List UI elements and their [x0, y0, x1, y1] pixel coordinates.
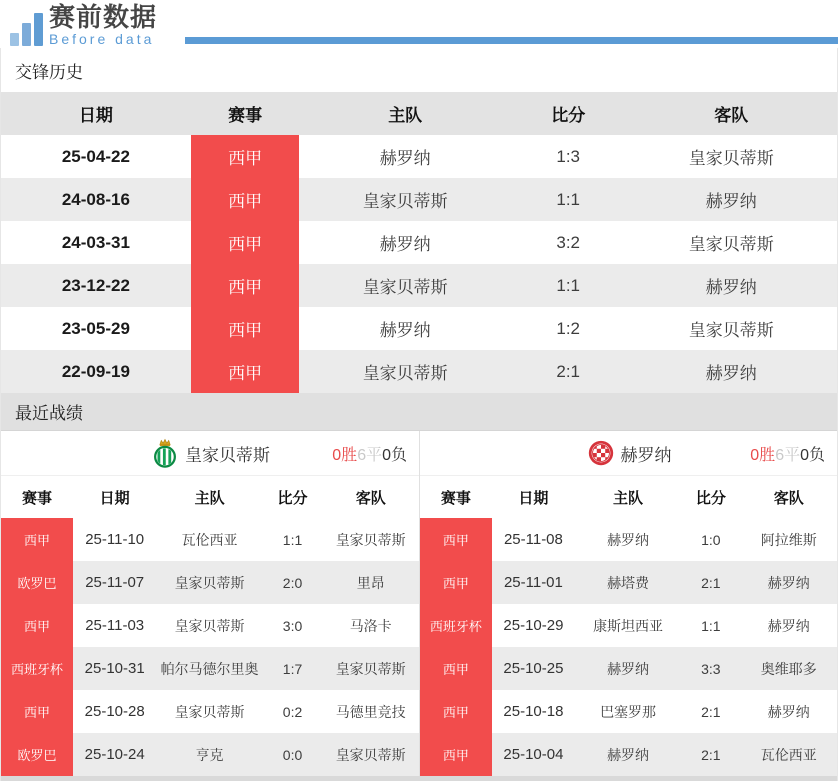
match-date: 25-04-22 — [61, 146, 130, 166]
record-losses: 0负 — [382, 446, 407, 464]
away-team: 皇家贝蒂斯 — [335, 746, 406, 763]
competition-badge: 西甲 — [420, 518, 492, 561]
competition-badge: 西甲 — [420, 561, 492, 604]
recent-panel-girona — [419, 431, 837, 776]
table-row — [1, 604, 419, 647]
match-score: 0:0 — [282, 746, 303, 763]
competition-badge: 西甲 — [1, 690, 73, 733]
match-date: 23-12-22 — [61, 275, 130, 295]
table-row — [420, 604, 837, 647]
bar-chart-icon — [10, 8, 43, 46]
table-row — [420, 518, 837, 561]
col-header-away: 客队 — [773, 489, 804, 507]
away-team: 里昂 — [356, 574, 385, 591]
table-row — [1, 690, 419, 733]
home-team: 赫罗纳 — [379, 321, 431, 340]
table-row — [1, 264, 837, 307]
away-team: 皇家贝蒂斯 — [335, 660, 406, 677]
match-date: 25-11-08 — [503, 531, 563, 548]
home-team: 赫罗纳 — [607, 660, 650, 677]
header-accent-rule — [185, 37, 838, 44]
competition-badge: 西甲 — [191, 350, 300, 393]
col-header-away: 客队 — [355, 489, 386, 507]
match-score: 3:3 — [701, 660, 721, 677]
bottom-divider — [1, 776, 837, 781]
record-wins: 0胜 — [750, 446, 776, 464]
team-identity — [150, 438, 270, 468]
home-team: 亨克 — [195, 746, 224, 763]
record-draws: 6平 — [357, 446, 383, 464]
col-header-date: 日期 — [78, 106, 113, 125]
match-date: 25-11-03 — [85, 617, 145, 634]
table-row — [420, 647, 837, 690]
girona-crest-icon — [586, 438, 616, 468]
col-header-score: 比分 — [277, 489, 308, 507]
away-team: 阿拉维斯 — [760, 531, 817, 548]
betis-crest-icon — [150, 438, 180, 468]
competition-badge: 西班牙杯 — [420, 604, 492, 647]
table-row — [420, 733, 837, 776]
competition-badge: 西甲 — [191, 307, 300, 350]
col-header-away: 客队 — [714, 106, 749, 125]
logo-text — [49, 4, 157, 46]
home-team: 皇家贝蒂斯 — [362, 364, 448, 383]
match-score: 2:1 — [701, 746, 721, 763]
home-team: 康斯坦西亚 — [593, 617, 664, 634]
match-score: 1:1 — [556, 275, 581, 295]
match-date: 22-09-19 — [61, 361, 130, 381]
competition-badge: 西甲 — [420, 690, 492, 733]
away-team: 赫罗纳 — [705, 192, 757, 211]
col-header-date: 日期 — [518, 489, 549, 507]
home-team: 赫塔费 — [607, 574, 650, 591]
match-date: 23-05-29 — [61, 318, 130, 338]
away-team: 赫罗纳 — [767, 703, 810, 720]
team-record — [332, 442, 407, 465]
match-date: 25-11-07 — [85, 574, 145, 591]
h2h-table — [1, 92, 837, 393]
match-score: 0:2 — [282, 703, 303, 720]
match-date: 24-03-31 — [61, 232, 130, 252]
match-score: 1:1 — [701, 617, 721, 634]
away-team: 皇家贝蒂斯 — [688, 149, 774, 168]
home-team: 皇家贝蒂斯 — [362, 278, 448, 297]
match-date: 25-10-25 — [503, 660, 564, 677]
col-header-home: 主队 — [194, 489, 225, 507]
table-row — [1, 561, 419, 604]
table-row — [420, 690, 837, 733]
col-header-home: 主队 — [613, 489, 644, 507]
team-name: 赫罗纳 — [620, 445, 672, 465]
team-name: 皇家贝蒂斯 — [185, 445, 270, 465]
competition-badge: 西甲 — [420, 647, 492, 690]
match-score: 1:7 — [282, 660, 303, 677]
logo-title: 赛前数据 — [49, 2, 158, 32]
recent-table-header — [1, 476, 419, 518]
away-team: 赫罗纳 — [705, 364, 757, 383]
recent-table-header — [420, 476, 837, 518]
match-date: 25-10-29 — [503, 617, 564, 634]
home-team: 瓦伦西亚 — [181, 531, 238, 548]
home-team: 皇家贝蒂斯 — [362, 192, 448, 211]
table-row — [1, 307, 837, 350]
col-header-comp: 赛事 — [440, 489, 471, 507]
table-row — [420, 561, 837, 604]
competition-badge: 西甲 — [191, 135, 300, 178]
away-team: 马洛卡 — [349, 617, 392, 634]
match-date: 25-10-24 — [84, 746, 145, 763]
away-team: 马德里竞技 — [335, 703, 406, 720]
match-date: 25-10-31 — [84, 660, 145, 677]
table-row — [1, 733, 419, 776]
recent-panels — [1, 431, 837, 776]
record-wins: 0胜 — [332, 446, 358, 464]
site-header — [0, 0, 838, 48]
away-team: 皇家贝蒂斯 — [335, 531, 406, 548]
home-team: 皇家贝蒂斯 — [174, 574, 245, 591]
away-team: 瓦伦西亚 — [760, 746, 817, 763]
site-logo — [10, 0, 157, 46]
h2h-table-header — [1, 92, 837, 135]
table-row — [1, 178, 837, 221]
col-header-comp: 赛事 — [21, 489, 52, 507]
match-score: 2:1 — [701, 574, 721, 591]
match-date: 25-10-18 — [503, 703, 564, 720]
record-draws: 6平 — [775, 446, 801, 464]
competition-badge: 西班牙杯 — [1, 647, 73, 690]
match-date: 25-11-10 — [85, 531, 145, 548]
col-header-home: 主队 — [388, 106, 423, 125]
match-score: 2:1 — [556, 361, 581, 381]
match-score: 1:2 — [556, 318, 581, 338]
away-team: 皇家贝蒂斯 — [688, 321, 774, 340]
competition-badge: 西甲 — [191, 178, 300, 221]
h2h-section-title: 交锋历史 — [1, 48, 837, 92]
table-row — [1, 221, 837, 264]
col-header-date: 日期 — [99, 489, 130, 507]
home-team: 巴塞罗那 — [600, 703, 657, 720]
away-team: 奥维耶多 — [760, 660, 817, 677]
away-team: 皇家贝蒂斯 — [688, 235, 774, 254]
record-losses: 0负 — [800, 446, 825, 464]
home-team: 赫罗纳 — [607, 746, 650, 763]
match-score: 1:1 — [556, 189, 581, 209]
away-team: 赫罗纳 — [767, 574, 810, 591]
match-score: 3:0 — [282, 617, 303, 634]
match-score: 2:0 — [282, 574, 303, 591]
competition-badge: 西甲 — [1, 604, 73, 647]
home-team: 赫罗纳 — [607, 531, 650, 548]
table-row — [1, 350, 837, 393]
table-row — [1, 518, 419, 561]
match-score: 1:0 — [701, 531, 721, 548]
match-score: 3:2 — [556, 232, 581, 252]
col-header-score: 比分 — [695, 489, 726, 507]
competition-badge: 欧罗巴 — [1, 733, 73, 776]
team-record — [750, 442, 825, 465]
match-score: 2:1 — [701, 703, 721, 720]
away-team: 赫罗纳 — [767, 617, 810, 634]
table-row — [1, 135, 837, 178]
home-team: 赫罗纳 — [379, 235, 431, 254]
col-header-comp: 赛事 — [228, 106, 263, 125]
home-team: 皇家贝蒂斯 — [174, 617, 245, 634]
team-header-betis — [1, 431, 419, 476]
competition-badge: 西甲 — [1, 518, 73, 561]
competition-badge: 欧罗巴 — [1, 561, 73, 604]
home-team: 皇家贝蒂斯 — [174, 703, 245, 720]
competition-badge: 西甲 — [420, 733, 492, 776]
logo-subtitle: Before data — [49, 31, 155, 47]
table-row — [1, 647, 419, 690]
recent-panel-betis — [1, 431, 419, 776]
home-team: 帕尔马德尔里奥 — [160, 660, 259, 677]
match-date: 25-10-28 — [84, 703, 145, 720]
team-identity — [586, 438, 672, 468]
competition-badge: 西甲 — [191, 264, 300, 307]
content-frame — [0, 48, 838, 781]
col-header-score: 比分 — [551, 106, 586, 125]
match-score: 1:1 — [282, 531, 303, 548]
match-date: 25-10-04 — [503, 746, 564, 763]
away-team: 赫罗纳 — [705, 278, 757, 297]
home-team: 赫罗纳 — [379, 149, 431, 168]
competition-badge: 西甲 — [191, 221, 300, 264]
match-date: 24-08-16 — [61, 189, 130, 209]
match-score: 1:3 — [556, 146, 581, 166]
recent-section-title: 最近战绩 — [1, 393, 837, 431]
match-date: 25-11-01 — [503, 574, 563, 591]
team-header-girona — [420, 431, 837, 476]
